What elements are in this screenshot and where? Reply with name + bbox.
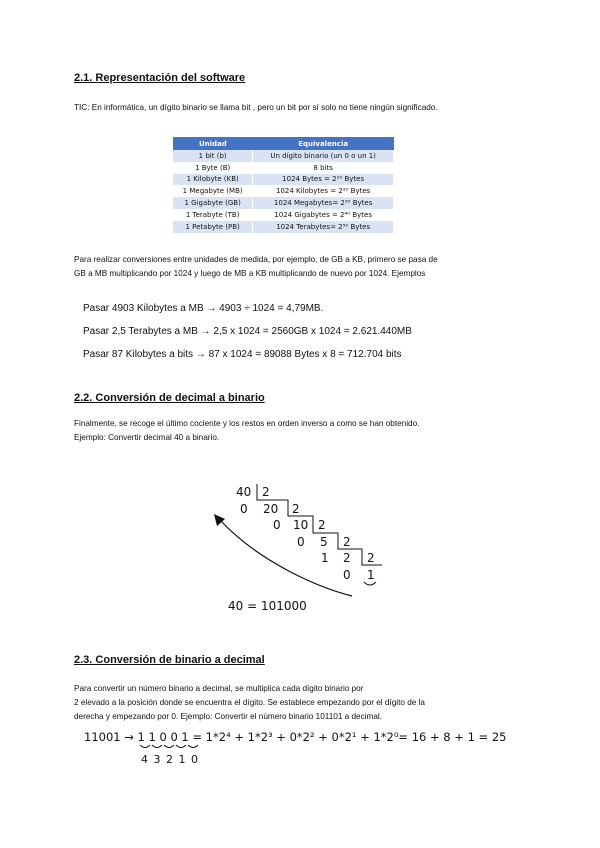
table-cell: 1 Kilobyte (KB)	[173, 174, 253, 186]
division-remainder: 0	[240, 502, 248, 516]
examples-list	[83, 302, 412, 371]
division-divisor: 2	[318, 518, 326, 532]
table-row	[173, 162, 394, 174]
table-cell: 1024 Terabytes= 2⁵⁰ Bytes	[253, 221, 394, 233]
paragraph-line: Para convertir un número binario a decimal, se multiplica cada dígito binario por	[74, 684, 364, 693]
paragraph-line: Finalmente, se recoge el último cociente y los restos en orden inverso a como se han obtenido.	[74, 419, 420, 428]
division-divisor: 2	[343, 535, 351, 549]
table-row	[173, 185, 394, 197]
division-quotient: 10	[293, 518, 309, 532]
table-cell: 8 bits	[253, 162, 394, 174]
table-row	[173, 150, 394, 162]
table-cell: 1 Megabyte (MB)	[173, 185, 253, 197]
division-dividend: 40	[236, 485, 252, 499]
division-quotient: 2	[343, 551, 351, 565]
table-cell: Un dígito binario (un 0 o un 1)	[253, 150, 394, 162]
paragraph-line: derecha y empezando por 0. Ejemplo: Convertir el número binario 101101 a decimal.	[74, 712, 382, 721]
table-header-unit: Unidad	[173, 137, 253, 150]
binary-conversion-example	[84, 725, 544, 769]
table-cell: 1024 Gigabytes = 2⁴⁰ Bytes	[253, 209, 394, 221]
table-row	[173, 221, 394, 233]
division-remainder: 0	[297, 535, 305, 549]
table-cell: 1 Terabyte (TB)	[173, 209, 253, 221]
division-quotient: 5	[320, 535, 328, 549]
division-result: 40 = 101000	[228, 599, 307, 613]
decimal-binary-paragraph	[74, 417, 419, 445]
table-cell: 1 Gigabyte (GB)	[173, 197, 253, 209]
binary-decimal-paragraph	[74, 682, 425, 724]
units-table	[173, 137, 394, 233]
division-divisor: 2	[262, 485, 270, 499]
division-remainder: 1	[321, 551, 329, 565]
division-remainder: 0	[343, 568, 351, 582]
section-heading-2-2: 2.2. Conversión de decimal a binario	[74, 392, 265, 404]
curved-arrow	[220, 520, 352, 596]
section-heading-2-1: 2.1. Representación del software	[74, 72, 246, 84]
position-brackets	[140, 745, 198, 748]
binary-positions: 4 3 2 1 0	[141, 753, 199, 766]
table-cell: 1 Petabyte (PB)	[173, 221, 253, 233]
table-cell: 1 Byte (B)	[173, 162, 253, 174]
example-line: Pasar 4903 Kilobytes a MB → 4903 ÷ 1024 = 4,79MB.	[83, 303, 324, 314]
table-cell: 1024 Kilobytes = 2²⁰ Bytes	[253, 185, 394, 197]
table-cell: 1024 Bytes = 2¹⁰ Bytes	[253, 174, 394, 186]
paragraph-line: 2 elevado a la posición donde se encuentra el dígito. Se establece empezando por el dígito de la	[74, 698, 425, 707]
division-quotient: 20	[263, 502, 279, 516]
paragraph-line: GB a MB multiplicando por 1024 y luego de MB a KB multiplicando de nuevo por 1024. Ejemplos	[74, 269, 426, 278]
conversion-paragraph	[74, 253, 438, 281]
division-divisor: 2	[367, 551, 375, 565]
division-remainder: 0	[273, 518, 281, 532]
paragraph-line: Ejemplo: Convertir decimal 40 a binario.	[74, 433, 220, 442]
table-row	[173, 209, 394, 221]
table-header-equivalence: Equivalencia	[253, 137, 394, 150]
paragraph-line: Para realizar conversiones entre unidades de medida, por ejemplo, de GB a KB, primero se pasa de	[74, 255, 438, 264]
division-divisor: 2	[292, 502, 300, 516]
table-row	[173, 174, 394, 186]
circle-mark	[364, 582, 376, 585]
table-cell: 1024 Megabytes= 2³⁰ Bytes	[253, 197, 394, 209]
division-quotient: 1	[367, 568, 375, 582]
table-row	[173, 197, 394, 209]
intro-paragraph: TIC: En informática, un dígito binario se llama bit , pero un bit por sí solo no tiene ningún significado.	[74, 103, 438, 112]
example-line: Pasar 87 Kilobytes a bits → 87 x 1024 = 89088 Bytes x 8 = 712.704 bits	[83, 349, 402, 360]
table-cell: 1 bit (b)	[173, 150, 253, 162]
example-line: Pasar 2,5 Terabytes a MB → 2,5 x 1024 = 2560GB x 1024 = 2.621.440MB	[83, 326, 412, 337]
section-heading-2-3: 2.3. Conversión de binario a decimal	[74, 654, 265, 666]
binary-expression: 11001 → 1 1 0 0 1 = 1*2⁴ + 1*2³ + 0*2² + 0*2¹ + 1*2⁰= 16 + 8 + 1 = 25	[84, 730, 507, 744]
division-diagram	[200, 478, 400, 618]
